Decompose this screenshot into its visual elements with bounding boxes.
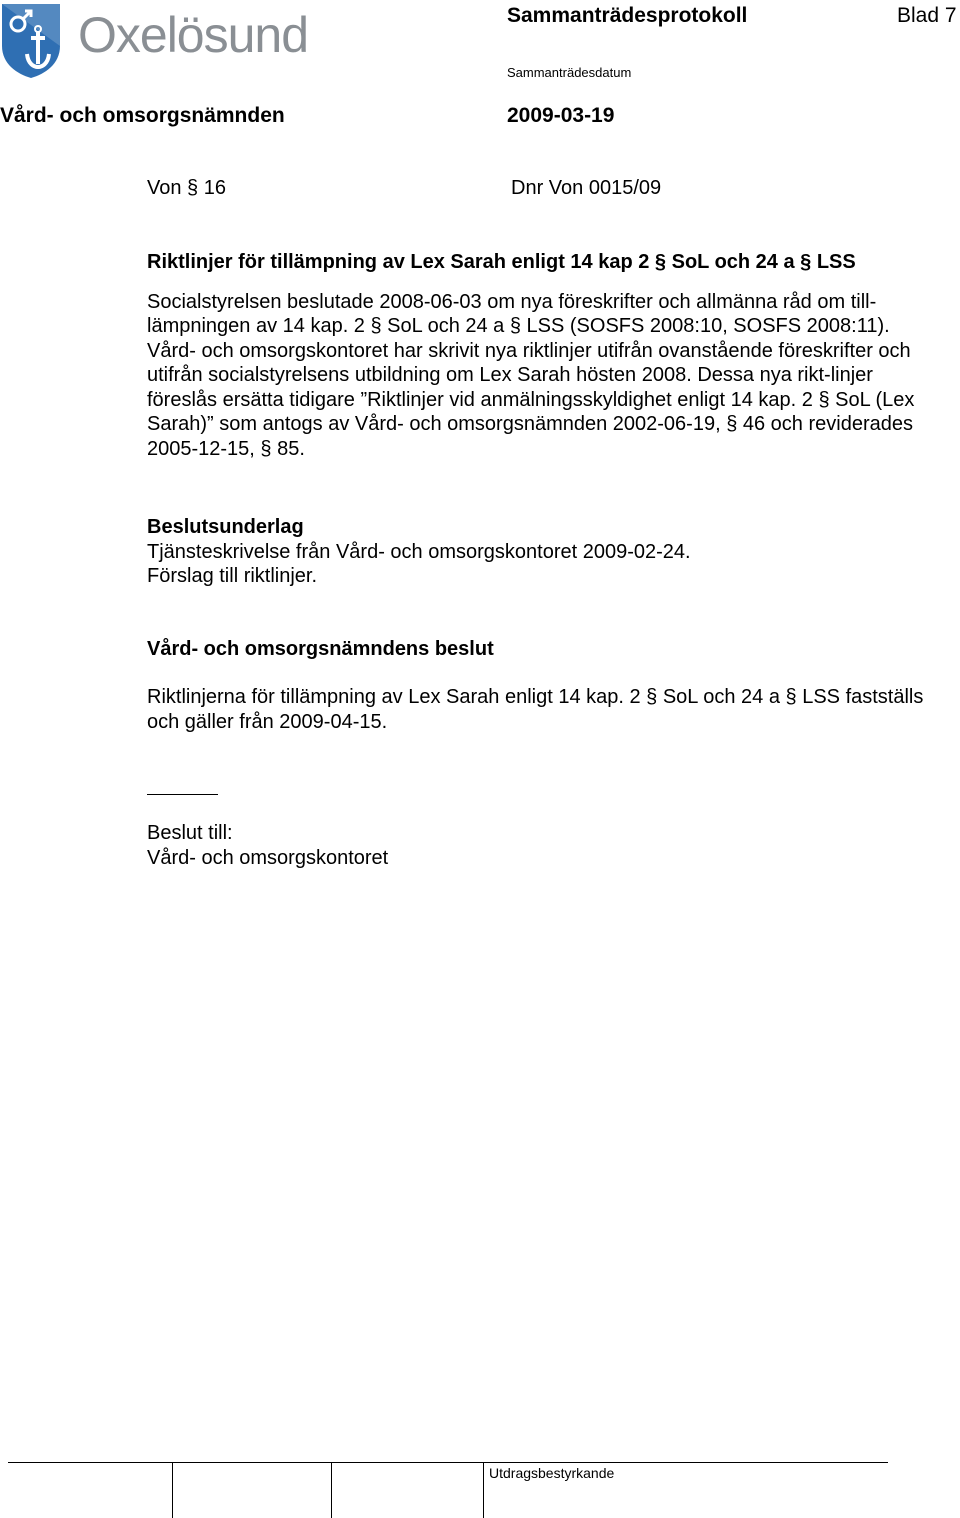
committee-name: Vård- och omsorgsnämnden	[0, 104, 285, 127]
certification-label: Utdragsbestyrkande	[489, 1465, 615, 1481]
protocol-body	[147, 176, 927, 870]
footer-divider	[8, 1462, 888, 1463]
case-number: Von § 16	[147, 177, 226, 199]
signature-box-divider	[172, 1463, 173, 1518]
sent-to-section	[147, 821, 927, 870]
basis-heading: Beslutsunderlag	[147, 516, 304, 538]
decision-heading: Vård- och omsorgsnämndens beslut	[147, 637, 494, 660]
basis-item: Förslag till riktlinjer.	[147, 565, 318, 587]
signature-box-divider	[483, 1463, 484, 1518]
document-type: Sammanträdesprotokoll	[507, 4, 748, 27]
case-description: Socialstyrelsen beslutade 2008-06-03 om nya föreskrifter och allmänna råd om till-lämpningen av 14 kap. 2 § SoL och 24 a § LSS (SOSFS 2008:10, SOSFS 2008:11). Vård- och omsorgskontoret har skrivit nya riktlinjer utifrån ovanstående föreskrifter och utifrån socialstyrelsens utbildning om Lex Sarah hösten 2008. Dessa nya rikt-linjer föreslås ersätta tidigare ”Riktlinjer vid anmälningsskyldighet enligt 14 kap. 2 § SoL (Lex Sarah)” som antogs av Vård- och omsorgsnämnden 2002-06-19, § 46 och reviderades 2005-12-15, § 85.	[147, 290, 915, 460]
separator-line	[147, 794, 218, 795]
sent-to-recipient: Vård- och omsorgskontoret	[147, 846, 389, 869]
case-meta-row	[147, 176, 927, 201]
signature-box-divider	[331, 1463, 332, 1518]
municipality-logo-text: Oxelösund	[78, 7, 309, 63]
registration-number: Dnr Von 0015/09	[511, 177, 662, 199]
basis-section	[147, 515, 927, 589]
meeting-date: 2009-03-19	[507, 104, 615, 127]
basis-item: Tjänsteskrivelse från Vård- och omsorgskontoret 2009-02-24.	[147, 540, 691, 563]
case-title: Riktlinjer för tillämpning av Lex Sarah enligt 14 kap 2 § SoL och 24 a § LSS	[147, 251, 856, 273]
municipality-shield-icon	[0, 2, 62, 79]
meeting-date-label: Sammanträdesdatum	[507, 65, 632, 80]
decision-text: Riktlinjerna för tillämpning av Lex Sarah enligt 14 kap. 2 § SoL och 24 a § LSS fastställs och gäller från 2009-04-15.	[147, 686, 924, 733]
sent-to-label: Beslut till:	[147, 822, 233, 844]
page-number: Blad 7	[897, 4, 957, 27]
